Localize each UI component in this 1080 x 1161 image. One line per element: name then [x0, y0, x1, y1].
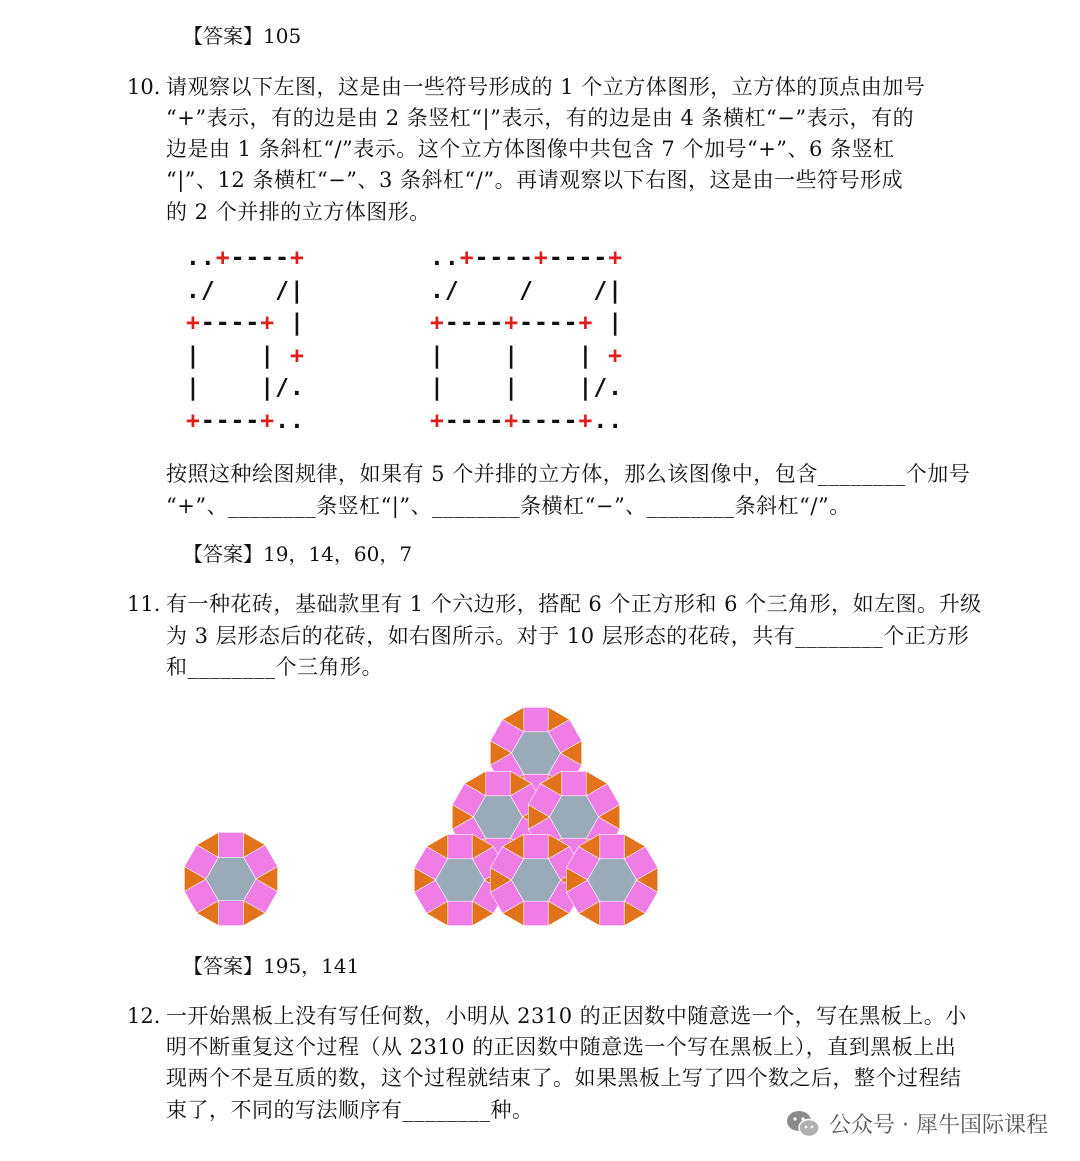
edge-symbols: .. [593, 407, 624, 434]
vertex-plus: + [608, 245, 624, 271]
square-piece [448, 901, 473, 926]
single-cube-ascii [186, 242, 305, 437]
edge-symbols: | | [186, 342, 290, 369]
watermark [785, 1108, 1048, 1139]
vertex-plus: + [260, 407, 276, 434]
q11-answer: 【答案】195，141 [183, 954, 360, 978]
square-piece [486, 771, 511, 796]
edge-symbols: ---- [548, 245, 609, 271]
square-piece [600, 901, 625, 926]
watermark-text: 公众号 · 犀牛国际课程 [829, 1113, 1048, 1138]
vertex-plus: + [260, 310, 276, 336]
q12-line-4: 束了，不同的写法顺序有________种。 [166, 1098, 534, 1122]
vertex-plus: + [430, 310, 445, 336]
edge-symbols: | [275, 310, 305, 336]
edge-symbols: | |/. [186, 375, 305, 401]
edge-symbols: ---- [444, 407, 505, 434]
q9-answer: 【答案】105 [183, 24, 302, 48]
edge-symbols: ./ / /| [430, 277, 624, 304]
edge-symbols: .. [275, 407, 305, 434]
edge-symbols: ---- [200, 407, 261, 434]
q12-line-1: 一开始黑板上没有写任何数，小明从 2310 的正因数中随意选一个，写在黑板上。小 [166, 1004, 967, 1028]
q10-line-5: 的 2 个并排的立方体图形。 [166, 200, 431, 224]
vertex-plus: + [578, 310, 594, 336]
edge-symbols: ---- [519, 310, 579, 336]
q10-line-4: “|”、12 条横杠“−”、3 条斜杠“/”。再请观察以下右图，这是由一些符号形成 [166, 168, 904, 192]
square-piece [524, 901, 549, 926]
q10-number: 10. [127, 75, 161, 99]
square-piece [219, 832, 244, 857]
edge-symbols: ---- [474, 245, 534, 271]
q12-line-2: 明不断重复这个过程（从 2310 的正因数中随意选一个写在黑板上），直到黑板上出 [166, 1035, 957, 1059]
q10-line-2: “+”表示，有的边是由 2 条竖杠“|”表示，有的边是由 4 条横杠“−”表示，有的 [166, 106, 915, 130]
vertex-plus: + [533, 245, 549, 271]
q10-line-1: 请观察以下左图，这是由一些符号形成的 1 个立方体图形，立方体的顶点由加号 [166, 75, 926, 99]
q10-question-line-1: 按照这种绘图规律，如果有 5 个并排的立方体，那么该图像中，包含________个加号 [166, 462, 971, 486]
vertex-plus: + [608, 342, 624, 369]
edge-symbols: .. [186, 245, 216, 271]
q12-number: 12. [127, 1004, 161, 1028]
edge-symbols: .. [430, 245, 460, 271]
square-piece [562, 771, 587, 796]
vertex-plus: + [289, 342, 305, 369]
square-piece [524, 707, 549, 732]
vertex-plus: + [289, 245, 305, 271]
edge-symbols: ./ /| [186, 277, 305, 304]
edge-symbols: | | |/. [430, 375, 624, 401]
tile-figures [0, 690, 1080, 940]
q11-line-3: 和________个三角形。 [166, 655, 383, 679]
double-cube-ascii [430, 242, 623, 437]
q12-line-3: 现两个不是互质的数，这个过程就结束了。如果黑板上写了四个数之后，整个过程结 [166, 1066, 962, 1090]
q11-number: 11. [127, 592, 161, 616]
vertex-plus: + [430, 407, 445, 434]
vertex-plus: + [578, 407, 594, 434]
edge-symbols: ---- [444, 310, 505, 336]
wechat-icon [785, 1109, 821, 1139]
q10-question-line-2: “+”、________条竖杠“|”、________条横杠“−”、________条斜杠“/”。 [166, 494, 851, 518]
q11-line-1: 有一种花砖，基础款里有 1 个六边形，搭配 6 个正方形和 6 个三角形，如左图。升级 [166, 592, 982, 616]
q11-line-2: 为 3 层形态后的花砖，如右图所示。对于 10 层形态的花砖，共有________个正方形 [166, 624, 970, 648]
double-cube-figure [430, 242, 623, 437]
edge-symbols: | | | [430, 342, 609, 369]
vertex-plus: + [215, 245, 231, 271]
edge-symbols: ---- [230, 245, 290, 271]
edge-symbols: ---- [519, 407, 579, 434]
vertex-plus: + [504, 310, 520, 336]
edge-symbols: ---- [200, 310, 261, 336]
q10-answer: 【答案】19，14，60，7 [183, 542, 413, 566]
edge-symbols: | [593, 310, 624, 336]
vertex-plus: + [186, 310, 201, 336]
square-piece [219, 901, 244, 926]
single-cube-figure [186, 242, 305, 437]
vertex-plus: + [504, 407, 520, 434]
vertex-plus: + [459, 245, 475, 271]
square-piece [600, 834, 625, 859]
square-piece [524, 834, 549, 859]
vertex-plus: + [186, 407, 201, 434]
square-piece [448, 834, 473, 859]
q10-line-3: 边是由 1 条斜杠“/”表示。这个立方体图像中共包含 7 个加号“+”、6 条竖杠 [166, 137, 895, 161]
